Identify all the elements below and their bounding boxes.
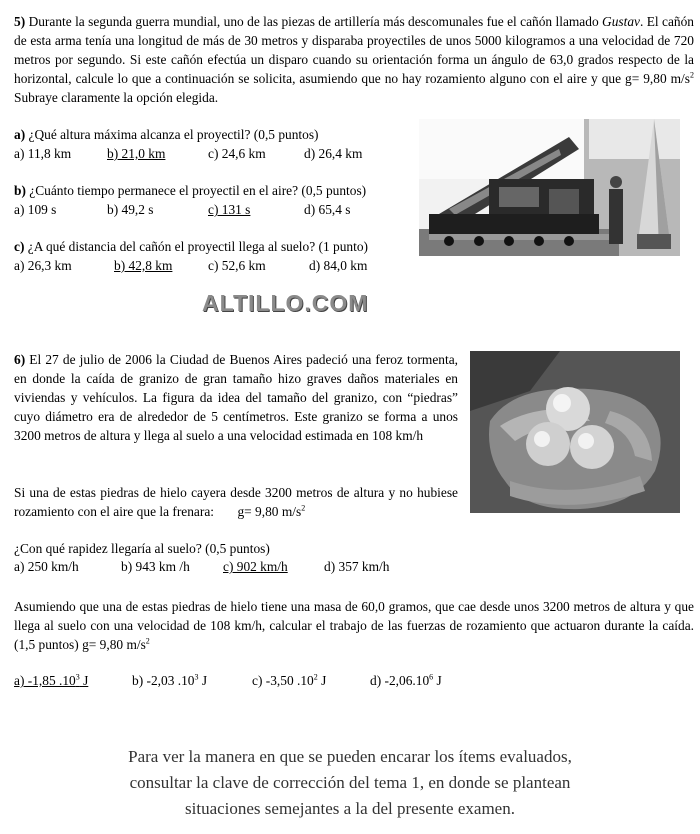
option-5b-a[interactable]: a) 109 s (14, 202, 57, 217)
problem5-text-b: . El cañón de esta arma tenía una longitud de más de 30 metros y disparaba proyectiles de unos 5000 kilogramos a una velocidad de 720 metros por segundo. Si este cañón efectúa un disparo cuando su orientación forma un ángulo de 63,0 grados respecto de la horizontal, calcule lo que a continuación se solicita, asumiendo que no hay rozamiento alguno con el aire y que g= 9,80 m/s (14, 14, 695, 86)
footer-line-1: Para ver la manera en que se pueden encarar los ítems evaluados, (128, 747, 572, 766)
hailstones-photo (470, 351, 680, 513)
option-6c-selected[interactable]: c) 902 km/h (223, 559, 288, 574)
option-5c-b-selected[interactable]: b) 42,8 km (114, 258, 173, 273)
option-5c-a[interactable]: a) 26,3 km (14, 258, 72, 273)
problem5-cannon-name: Gustav (602, 14, 640, 29)
footer-line-2: consultar la clave de corrección del tema 1, en donde se plantean (129, 773, 571, 792)
problem5-statement (14, 12, 694, 107)
question-5c: c) ¿A qué distancia del cañón el proyectil llega al suelo? (1 punto) (14, 239, 368, 254)
option-5c-c[interactable]: c) 52,6 km (208, 258, 266, 273)
option-5a-b-selected[interactable]: b) 21,0 km (107, 146, 166, 161)
option-work-a-selected[interactable]: a) -1,85 $.10^3$ J (14, 672, 89, 688)
problem5-text-a: Durante la segunda guerra mundial, uno de las piezas de artillería más descomunales fue el cañón llamado (28, 14, 603, 29)
option-5b-b[interactable]: b) 49,2 s (107, 202, 154, 217)
watermark: ALTILLO.COM (202, 290, 369, 316)
problem5-exponent: 2 (690, 70, 694, 80)
problem5-instruction: Subraye claramente la opción elegida. (14, 90, 219, 105)
footer-note (0, 744, 700, 822)
question-6-work: Asumiendo que una de estas piedras de hielo tiene una masa de 60,0 gramos, que cae desde unos 3200 metros de altura y que llega al suelo con una velocidad de 108 km/h, calcular el trabajo de las fuerzas de rozamiento que actuaron durante la caída. (1,5 puntos) g= 9,80 $m/s^2$ (14, 599, 694, 652)
option-6d[interactable]: d) 357 km/h (324, 559, 390, 574)
gustav-cannon-photo (419, 119, 680, 256)
option-work-b[interactable]: b) -2,03 $.10^3$ J (132, 672, 208, 688)
footer-line-3: situaciones semejantes a la del presente examen. (185, 799, 515, 818)
problem6-statement (14, 350, 458, 445)
problem5-number: 5) (14, 14, 26, 29)
option-5a-d[interactable]: d) 26,4 km (304, 146, 363, 161)
problem6-number: 6) (14, 352, 26, 367)
option-5b-c-selected[interactable]: c) 131 s (208, 202, 251, 217)
option-6a[interactable]: a) 250 km/h (14, 559, 79, 574)
option-5a-a[interactable]: a) 11,8 km (14, 146, 72, 161)
problem6-gravity: g= 9,80 m/s (237, 504, 302, 519)
problem6-condition: Si una de estas piedras de hielo cayera desde 3200 metros de altura y no hubiese rozamiento con el aire que la frenara: g= 9,80 $m/s^2$ (14, 485, 458, 519)
option-5b-d[interactable]: d) 65,4 s (304, 202, 351, 217)
option-6b[interactable]: b) 943 km /h (121, 559, 190, 574)
question-6-speed: ¿Con qué rapidez llegaría al suelo? (0,5 puntos) (14, 541, 270, 556)
option-work-c[interactable]: c) -3,50 $.10^2$ J (252, 672, 327, 688)
option-5a-c[interactable]: c) 24,6 km (208, 146, 266, 161)
problem6-text: El 27 de julio de 2006 la Ciudad de Buenos Aires padeció una feroz tormenta, en donde la caída de granizo de gran tamaño hizo graves daños materiales en viviendas y vehículos. La figura da idea del tamaño del granizo, con “piedras” cuyo diámetro era de alrededor de 5 centímetros. Este granizo se forma a unos 3200 metros de altura y llega al suelo a una velocidad estimada en 108 km/h (14, 352, 458, 443)
option-5c-d[interactable]: d) 84,0 km (309, 258, 368, 273)
question-5b: b) ¿Cuánto tiempo permanece el proyectil en el aire? (0,5 puntos) (14, 183, 367, 198)
question-5a: a) ¿Qué altura máxima alcanza el proyectil? (0,5 puntos) (14, 127, 319, 142)
option-work-d[interactable]: d) -2,06.10$^6$ J (370, 672, 442, 688)
